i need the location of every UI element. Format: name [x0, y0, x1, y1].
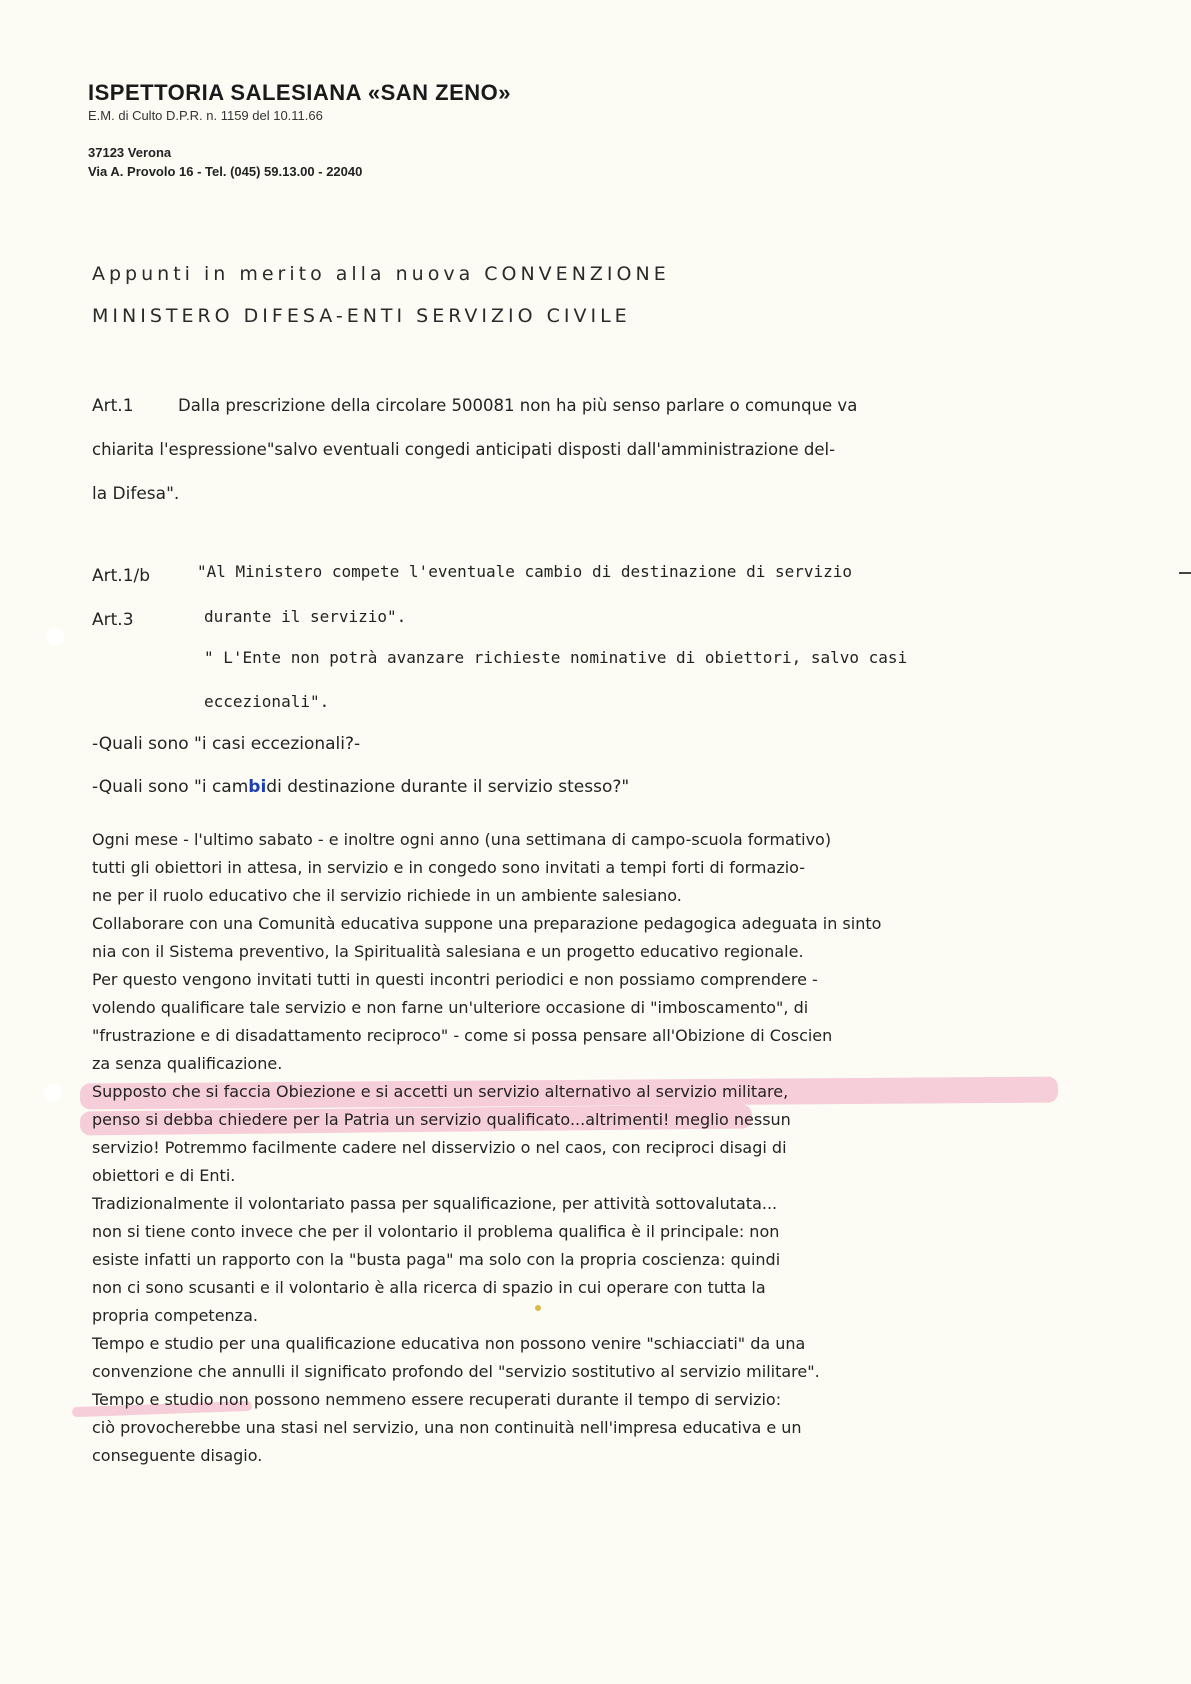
body-line: Collaborare con una Comunità educativa suppone una preparazione pedagogica adeguata in sinto	[92, 914, 882, 933]
art3-line-1: " L'Ente non potrà avanzare richieste nominative di obiettori, salvo casi	[204, 648, 908, 667]
art1-line-2: chiarita l'espressione"salvo eventuali congedi anticipati disposti dall'amministrazione del-	[92, 440, 836, 459]
question-1: -Quali sono "i casi eccezionali?-	[92, 734, 361, 754]
art1b-label: Art.1/b	[92, 566, 151, 586]
art1b-line-1: "Al Ministero compete l'eventuale cambio di destinazione di servizio	[197, 562, 853, 581]
organization-address: Via A. Provolo 16 - Tel. (045) 59.13.00 - 22040	[88, 164, 363, 179]
body-line: Ogni mese - l'ultimo sabato - e inoltre ogni anno (una settimana di campo-scuola formativo)	[92, 830, 832, 849]
body-line: Tempo e studio non possono nemmeno essere recuperati durante il tempo di servizio:	[92, 1390, 782, 1409]
art1-label: Art.1	[92, 396, 134, 416]
art1b-line-2: durante il servizio".	[204, 607, 407, 626]
body-line: non si tiene conto invece che per il volontario il problema qualifica è il principale: non	[92, 1222, 780, 1241]
question-2-start: -Quali sono "i cam	[92, 777, 249, 797]
question-2	[92, 777, 629, 797]
document-title-line-1: Appunti in merito alla nuova CONVENZIONE	[92, 263, 670, 285]
body-line: propria competenza.	[92, 1306, 258, 1325]
body-line: obiettori e di Enti.	[92, 1166, 236, 1185]
body-line: convenzione che annulli il significato profondo del "servizio sostitutivo al servizio militare".	[92, 1362, 820, 1381]
handwritten-correction: bi	[248, 777, 267, 797]
organization-name: ISPETTORIA SALESIANA «SAN ZENO»	[88, 80, 511, 105]
body-line: esiste infatti un rapporto con la "busta paga" ma solo con la propria coscienza: quindi	[92, 1250, 781, 1269]
body-line: tutti gli obiettori in attesa, in servizio e in congedo sono invitati a tempi forti di formazio-	[92, 858, 806, 877]
art1-line-1: Dalla prescrizione della circolare 500081 non ha più senso parlare o comunque va	[178, 396, 858, 415]
body-line: Per questo vengono invitati tutti in questi incontri periodici e non possiamo comprendere -	[92, 970, 818, 989]
body-line: volendo qualificare tale servizio e non farne un'ulteriore occasione di "imboscamento", di	[92, 998, 809, 1017]
body-line: conseguente disagio.	[92, 1446, 263, 1465]
question-2-end: di destinazione durante il servizio stesso?"	[266, 777, 630, 797]
organization-registration: E.M. di Culto D.P.R. n. 1159 del 10.11.66	[88, 108, 323, 123]
body-line: Tradizionalmente il volontariato passa per squalificazione, per attività sottovalutata...	[92, 1194, 778, 1213]
art3-line-2: eccezionali".	[204, 692, 330, 711]
ink-spot	[535, 1305, 541, 1311]
body-line: "frustrazione e di disadattamento reciproco" - come si possa pensare all'Obizione di Coscien	[92, 1026, 833, 1045]
document-title-line-2: MINISTERO DIFESA-ENTI SERVIZIO CIVILE	[92, 305, 631, 327]
body-line: ciò provocherebbe una stasi nel servizio, una non continuità nell'impresa educativa e un	[92, 1418, 802, 1437]
body-line: penso si debba chiedere per la Patria un servizio qualificato...altrimenti! meglio nessun	[92, 1110, 791, 1129]
body-line: Supposto che si faccia Obiezione e si accetti un servizio alternativo al servizio militare,	[92, 1082, 789, 1101]
body-line: servizio! Potremmo facilmente cadere nel disservizio o nel caos, con reciproci disagi di	[92, 1138, 787, 1157]
body-line: za senza qualificazione.	[92, 1054, 283, 1073]
body-line: non ci sono scusanti e il volontario è alla ricerca di spazio in cui operare con tutta la	[92, 1278, 766, 1297]
punch-hole	[46, 628, 64, 646]
art1-line-3: la Difesa".	[92, 484, 180, 504]
art3-label: Art.3	[92, 610, 134, 630]
organization-city: 37123 Verona	[88, 145, 172, 160]
margin-dash	[1179, 572, 1191, 574]
body-text	[92, 826, 1102, 1470]
body-line: nia con il Sistema preventivo, la Spiritualità salesiana e un progetto educativo regionale.	[92, 942, 804, 961]
body-line: ne per il ruolo educativo che il servizio richiede in un ambiente salesiano.	[92, 886, 682, 905]
body-line: Tempo e studio per una qualificazione educativa non possono venire "schiacciati" da una	[92, 1334, 806, 1353]
punch-hole	[44, 1084, 62, 1102]
